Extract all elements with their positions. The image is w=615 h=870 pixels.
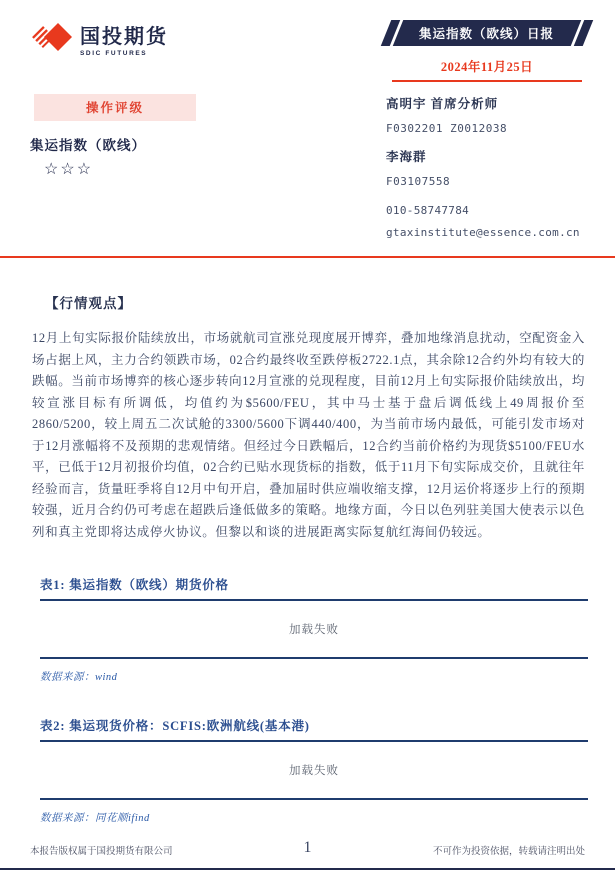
product-name: 集运指数（欧线）: [30, 138, 146, 153]
rating-box-label: 操作评级: [85, 101, 144, 115]
table-1-chart-area: [40, 601, 588, 657]
report-title: 集运指数（欧线）日报: [419, 27, 555, 41]
report-date-block: [392, 57, 582, 82]
contact-block: [386, 204, 588, 239]
analyst-ids: F0302201 Z0012038: [386, 122, 508, 135]
footer: [0, 839, 615, 870]
badge-main: [393, 20, 582, 46]
table-2-chart-area: [40, 742, 588, 798]
star-rating: ☆☆☆: [44, 161, 94, 178]
table-rule: [40, 657, 588, 659]
logo-text: [80, 20, 168, 57]
report-date: 2024年11月25日: [440, 60, 534, 74]
logo-name-en: SDIC FUTURES: [80, 50, 148, 57]
rating-column: [30, 94, 330, 248]
contact-phone: 010-58747784: [386, 204, 470, 217]
table-block-2: [0, 716, 615, 825]
contact-email: gtaxinstitute@essence.com.cn: [386, 226, 580, 239]
analyst-name: 高明宇 首席分析师: [386, 97, 499, 111]
header: [0, 0, 615, 82]
header-right: [386, 20, 588, 82]
viewpoint-paragraph: 12月上旬实际报价陆续放出，市场就航司宣涨兑现度展开博弈，叠加地缘消息扰动，空配资金入场占据上风，主力合约领跌市场，02合约最终收至跌停板2722.1点，其余除12合约外均有较大的跌幅。当前市场博弈的核心逐步转向12月宣涨的兑现程度，目前12月上旬实际报价陆续放出，均较宣涨目标有所调低，均值约为$5600/FEU，其中马士基于盘后调低线上49周报价至2860/5200，较上周五二次试舱的3300/5600下调440/400，为当前市场内最低，可能引发市场对于12月涨幅将不及预期的悲观情绪。但经过今日跌幅后，12合约当前价格约为现货$5100/FEU水平，已低于12月初报价均值，02合约已贴水现货标的指数，低于11月下旬实际成交价，且就往年经验而言，货量旺季将自12月中旬开启，叠加届时供应端收缩支撑，12月运价将逐步上行的预期较强，近月合约仍可考虑在超跌后逢低做多的策略。地缘方面，今日以色列驻美国大使表示以色列和真主党即将达成停火协议。但黎以和谈的进展距离实际复航红海间仍较远。: [32, 331, 585, 539]
load-failed-placeholder: 加载失败: [289, 624, 339, 636]
section-title: 【行情观点】: [45, 296, 132, 311]
main-content: [0, 258, 615, 543]
sdic-diamond-logo-icon: [30, 20, 74, 59]
rating-box: [34, 94, 196, 121]
analyst-ids: F03107558: [386, 175, 451, 188]
company-logo: [30, 20, 168, 59]
report-title-badge: [386, 20, 588, 46]
logo-name-cn: 国投期货: [80, 26, 168, 48]
table-1-source: 数据来源：wind: [40, 672, 118, 683]
info-row: [0, 82, 615, 248]
footer-copyright: 本报告版权属于国投期货有限公司: [30, 846, 173, 857]
footer-page-number: 1: [303, 839, 312, 856]
table-1-title: 表1: 集运指数（欧线）期货价格: [40, 578, 229, 592]
table-rule: [40, 798, 588, 800]
table-block-1: [0, 575, 615, 684]
footer-disclaimer: 不可作为投资依据，转载请注明出处: [432, 846, 585, 857]
table-2-title: 表2: 集运现货价格：SCFIS:欧洲航线(基本港): [40, 719, 310, 733]
analyst-column: [386, 94, 588, 248]
analyst-name: 李海群: [386, 150, 427, 164]
load-failed-placeholder: 加载失败: [289, 765, 339, 777]
table-2-source: 数据来源：同花顺ifind: [40, 813, 150, 824]
